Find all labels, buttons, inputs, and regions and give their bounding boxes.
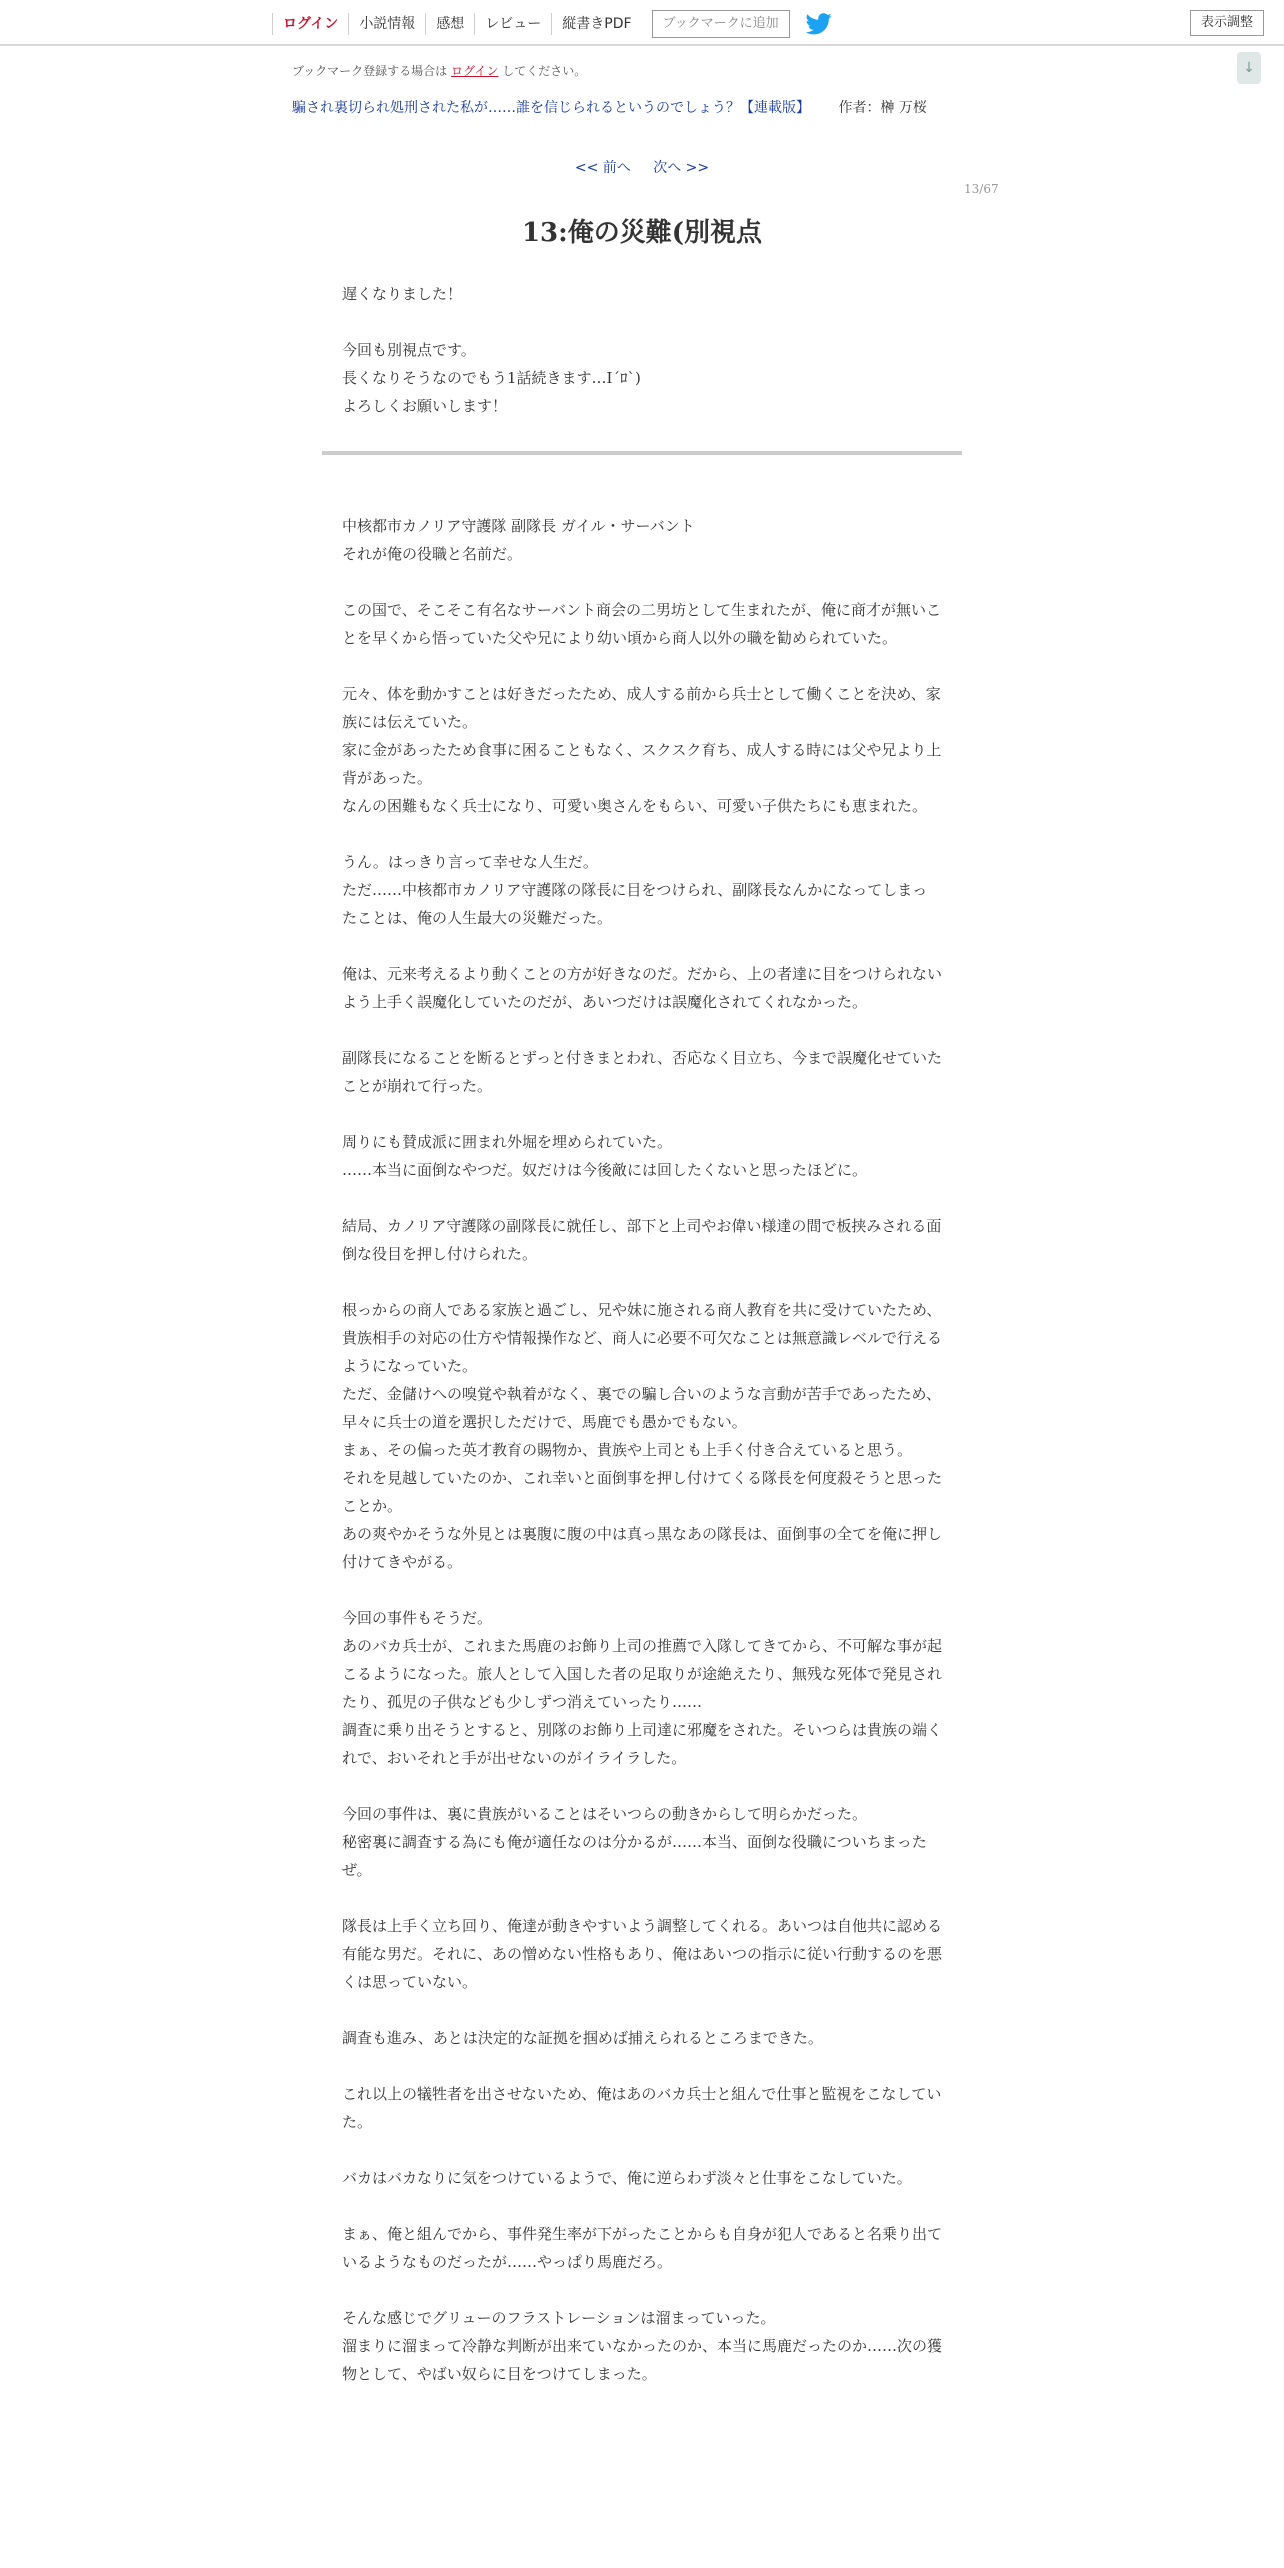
notice-text-before: ブックマーク登録する場合は [292, 64, 448, 78]
bookmark-login-notice [292, 62, 586, 79]
novel-title-link[interactable]: 騙され裏切られ処刑された私が……誰を信じられるというのでしょう？【連載版】 [292, 100, 810, 116]
body-paragraph [342, 2276, 942, 2304]
body-paragraph [342, 932, 942, 960]
body-paragraph [342, 1996, 942, 2024]
body-paragraph: それを見越していたのか、これ幸いと面倒事を押し付けてくる隊長を何度殺そうと思ったことか。 [342, 1469, 943, 1515]
body-paragraph [342, 1268, 942, 1296]
body-paragraph [342, 1184, 942, 1212]
body-paragraph [342, 568, 942, 596]
body-paragraph: 今回の事件は、裏に貴族がいることはそいつらの動きからして明らかだった。 [342, 1805, 868, 1823]
body-paragraph: 中核都市カノリア守護隊 副隊長 ガイル・サーバント [342, 517, 695, 535]
body-paragraph: それが俺の役職と名前だ。 [342, 545, 523, 563]
body-paragraph: まぁ、俺と組んでから、事件発生率が下がったことからも自身が犯人であると名乗り出ているようなものだったが……やっぱり馬鹿だろ。 [342, 2225, 943, 2271]
chapter-preface [342, 280, 942, 420]
body-paragraph [342, 1100, 942, 1128]
chapter-title: 13:俺の災難(別視点 [521, 218, 763, 248]
preface-line: 遅くなりました！ [342, 285, 463, 303]
review-link[interactable]: レビュー [474, 13, 551, 35]
author-name: 作者：榊 万桜 [838, 100, 927, 116]
body-paragraph [342, 2192, 942, 2220]
notice-login-link[interactable]: ログイン [451, 64, 499, 78]
add-bookmark-button[interactable]: ブックマークに追加 [652, 10, 790, 38]
novel-header [292, 97, 927, 117]
body-paragraph [342, 1576, 942, 1604]
top-navigation-bar [0, 0, 1284, 46]
body-paragraph: あの爽やかそうな外見とは裏腹に腹の中は真っ黒なあの隊長は、面倒事の全てを俺に押し付けてきやがる。 [342, 1525, 943, 1571]
body-paragraph [342, 1884, 942, 1912]
body-paragraph: 根っからの商人である家族と過ごし、兄や妹に施される商人教育を共に受けていたため、貴族相手の対応の仕方や情報操作など、商人に必要不可欠なことは無意識レベルで行えるようになっていた。 [342, 1301, 943, 1375]
body-paragraph: 今回の事件もそうだ。 [342, 1609, 493, 1627]
body-paragraph [342, 820, 942, 848]
body-paragraph: まぁ、その偏った英才教育の賜物か、貴族や上司とも上手く付き合えていると思う。 [342, 1441, 913, 1459]
body-paragraph: なんの困難もなく兵士になり、可愛い奥さんをもらい、可愛い子供たちにも恵まれた。 [342, 797, 928, 815]
body-paragraph [342, 652, 942, 680]
page-count: 13/67 [964, 182, 999, 196]
impressions-link[interactable]: 感想 [425, 13, 474, 35]
chapter-body [342, 512, 942, 2388]
body-paragraph: この国で、そこそこ有名なサーバント商会の二男坊として生まれたが、俺に商才が無いことを早くから悟っていた父や兄により幼い頃から商人以外の職を勧められていた。 [342, 601, 941, 647]
body-paragraph: ただ……中核都市カノリア守護隊の隊長に目をつけられ、副隊長なんかになってしまったことは、俺の人生最大の災難だった。 [342, 881, 928, 927]
body-paragraph: これ以上の犠牲者を出させないため、俺はあのバカ兵士と組んで仕事と監視をこなしていた。 [342, 2085, 942, 2131]
body-paragraph: 結局、カノリア守護隊の副隊長に就任し、部下と上司やお偉い様達の間で板挟みされる面倒な役目を押し付けられた。 [342, 1217, 942, 1263]
body-paragraph: 隊長は上手く立ち回り、俺達が動きやすいよう調整してくれる。あいつは自他共に認める有能な男だ。それに、あの憎めない性格もあり、俺はあいつの指示に従い行動するのを悪くは思っていない。 [342, 1917, 943, 1991]
body-paragraph: ただ、金儲けへの嗅覚や執着がなく、裏での騙し合いのような言動が苦手であったため、早々に兵士の道を選択しただけで、馬鹿でも愚かでもない。 [342, 1385, 941, 1431]
body-paragraph [342, 2136, 942, 2164]
body-paragraph: 家に金があったため食事に困ることもなく、スクスク育ち、成人する時には父や兄より上背があった。 [342, 741, 942, 787]
main-nav [272, 9, 832, 39]
twitter-bird-icon[interactable] [806, 13, 832, 35]
body-paragraph: 周りにも賛成派に囲まれ外堀を埋められていた。 [342, 1133, 673, 1151]
body-paragraph: 副隊長になることを断るとずっと付きまとわれ、否応なく目立ち、今まで誤魔化せていたことが崩れて行った。 [342, 1049, 943, 1095]
body-paragraph: バカはバカなりに気をつけているようで、俺に逆らわず淡々と仕事をこなしていた。 [342, 2169, 912, 2187]
body-paragraph: 秘密裏に調査する為にも俺が適任なのは分かるが……本当、面倒な役職についちまったぜ。 [342, 1833, 927, 1879]
chapter-pager [0, 157, 1284, 177]
body-paragraph: 溜まりに溜まって冷静な判断が出来ていなかったのか、本当に馬鹿だったのか……次の獲物として、やばい奴らに目をつけてしまった。 [342, 2337, 943, 2383]
next-chapter-link[interactable]: 次へ >> [653, 160, 710, 176]
scroll-down-button[interactable]: ↓ [1237, 52, 1261, 84]
body-paragraph: 元々、体を動かすことは好きだったため、成人する前から兵士として働くことを決め、家族には伝えていた。 [342, 685, 941, 731]
body-paragraph: そんな感じでグリューのフラストレーションは溜まっていった。 [342, 2309, 776, 2327]
novel-info-link[interactable]: 小説情報 [348, 13, 425, 35]
display-settings-button[interactable]: 表示調整 [1190, 10, 1264, 36]
prev-chapter-link[interactable]: << 前へ [574, 160, 631, 176]
body-paragraph [342, 1016, 942, 1044]
body-paragraph: あのバカ兵士が、これまた馬鹿のお飾り上司の推薦で入隊してきてから、不可解な事が起こるようになった。旅人として入国した者の足取りが途絶えたり、無残な死体で発見されたり、孤児の子供なども少しずつ消えていったり…… [342, 1637, 943, 1711]
body-paragraph: 調査に乗り出そうとすると、別隊のお飾り上司達に邪魔をされた。そいつらは貴族の端くれで、おいそれと手が出せないのがイライラした。 [342, 1721, 943, 1767]
body-paragraph [342, 2052, 942, 2080]
body-paragraph: 俺は、元来考えるより動くことの方が好きなのだ。だから、上の者達に目をつけられないよう上手く誤魔化していたのだが、あいつだけは誤魔化されてくれなかった。 [342, 965, 943, 1011]
preface-line: よろしくお願いします！ [342, 397, 508, 415]
body-paragraph [342, 1772, 942, 1800]
preface-line: 長くなりそうなのでもう1話続きます…I´ﾛ`) [342, 369, 641, 387]
vertical-pdf-link[interactable]: 縦書きPDF [551, 13, 641, 35]
preface-line [342, 308, 942, 336]
body-paragraph: 調査も進み、あとは決定的な証拠を掴めば捕えられるところまできた。 [342, 2029, 823, 2047]
notice-text-after: してください。 [502, 64, 587, 78]
body-paragraph: ……本当に面倒なやつだ。奴だけは今後敵には回したくないと思ったほどに。 [342, 1161, 868, 1179]
preface-line: 今回も別視点です。 [342, 341, 476, 359]
preface-divider [322, 451, 962, 455]
login-link[interactable]: ログイン [272, 13, 348, 35]
body-paragraph: うん。はっきり言って幸せな人生だ。 [342, 853, 598, 871]
